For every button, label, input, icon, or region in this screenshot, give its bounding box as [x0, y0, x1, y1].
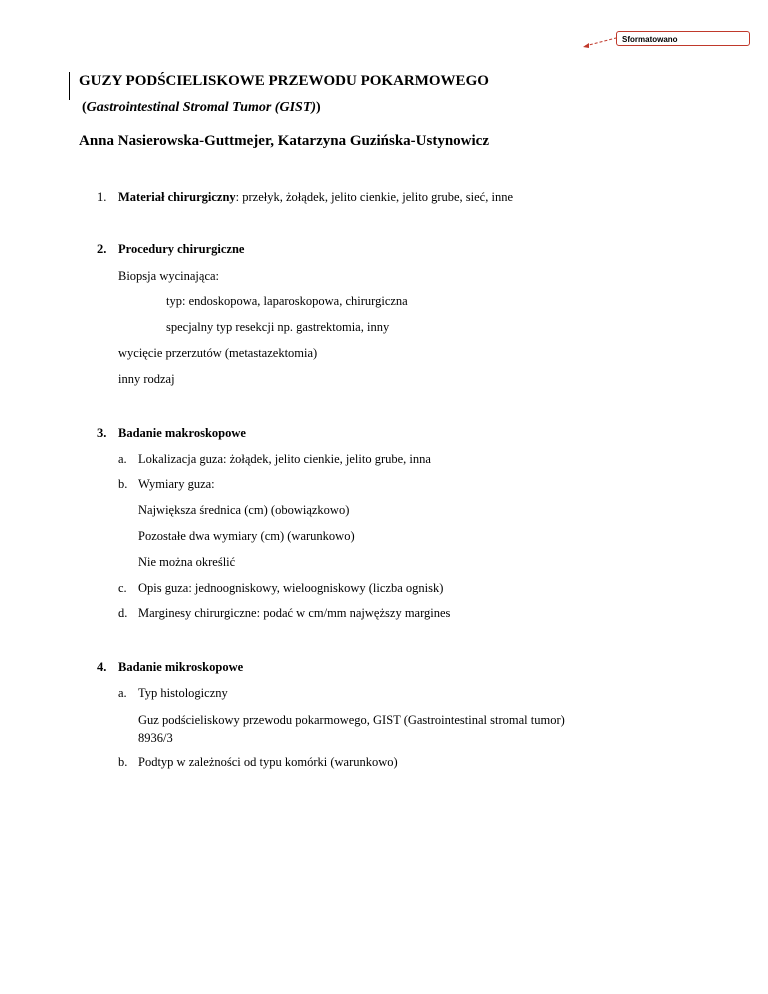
s3-b-text: Wymiary guza:: [138, 477, 215, 491]
change-bar: [69, 72, 70, 100]
s1-text: [118, 190, 513, 205]
s1-number: 1.: [97, 190, 107, 204]
s3-a-text: Lokalizacja guza: żołądek, jelito cienkie, jelito grube, inna: [138, 452, 431, 466]
document-subtitle: [82, 100, 321, 116]
document-title: GUZY PODŚCIELISKOWE PRZEWODU POKARMOWEGO: [79, 73, 489, 89]
subtitle-close: ): [316, 100, 321, 115]
s2-other: inny rodzaj: [118, 372, 175, 386]
s3-number: 3.: [97, 426, 107, 440]
s4-heading: Badanie mikroskopowe: [118, 660, 244, 674]
subtitle-italic: Gastrointestinal Stromal Tumor (GIST): [86, 100, 317, 115]
s3-c-letter: c.: [118, 581, 127, 595]
s3-d-text: Marginesy chirurgiczne: podać w cm/mm najwęższy margines: [138, 606, 451, 620]
s3-b1: Największa średnica (cm) (obowiązkowo): [138, 503, 350, 517]
s3-c-text: Opis guza: jednoogniskowy, wieloogniskowy (liczba ognisk): [138, 581, 444, 595]
s2-number: 2.: [97, 242, 107, 256]
s2-metast: wycięcie przerzutów (metastazektomia): [118, 346, 318, 360]
s2-heading: Procedury chirurgiczne: [118, 242, 245, 256]
s3-d-letter: d.: [118, 606, 128, 620]
authors: Anna Nasierowska-Guttmejer, Katarzyna Guzińska-Ustynowicz: [79, 133, 489, 149]
s3-a-letter: a.: [118, 452, 127, 466]
s4-a-letter: a.: [118, 686, 127, 700]
s2-special: specjalny typ resekcji np. gastrektomia, inny: [166, 320, 390, 334]
subtitle-open: (: [82, 100, 87, 115]
s4-a-text: Typ histologiczny: [138, 686, 228, 700]
s4-b-letter: b.: [118, 755, 128, 769]
s1-rest: : przełyk, żołądek, jelito cienkie, jelito grube, sieć, inne: [235, 190, 514, 204]
s2-biopsy: Biopsja wycinająca:: [118, 269, 220, 283]
comment-label: Sformatowano: [622, 35, 678, 44]
comment-balloon[interactable]: [616, 31, 750, 46]
s1-bold: Materiał chirurgiczny: [118, 190, 236, 204]
s3-b2: Pozostałe dwa wymiary (cm) (warunkowo): [138, 529, 355, 543]
s4-number: 4.: [97, 660, 107, 674]
s3-b3: Nie można określić: [138, 555, 236, 569]
s4-a1: Guz podścieliskowy przewodu pokarmowego, GIST (Gastrointestinal stromal tumor) 8936/3: [138, 713, 565, 745]
s3-b-letter: b.: [118, 477, 128, 491]
s2-type: typ: endoskopowa, laparoskopowa, chirurgiczna: [166, 294, 408, 308]
s4-b-text: Podtyp w zależności od typu komórki (warunkowo): [138, 755, 398, 769]
s3-heading: Badanie makroskopowe: [118, 426, 246, 440]
